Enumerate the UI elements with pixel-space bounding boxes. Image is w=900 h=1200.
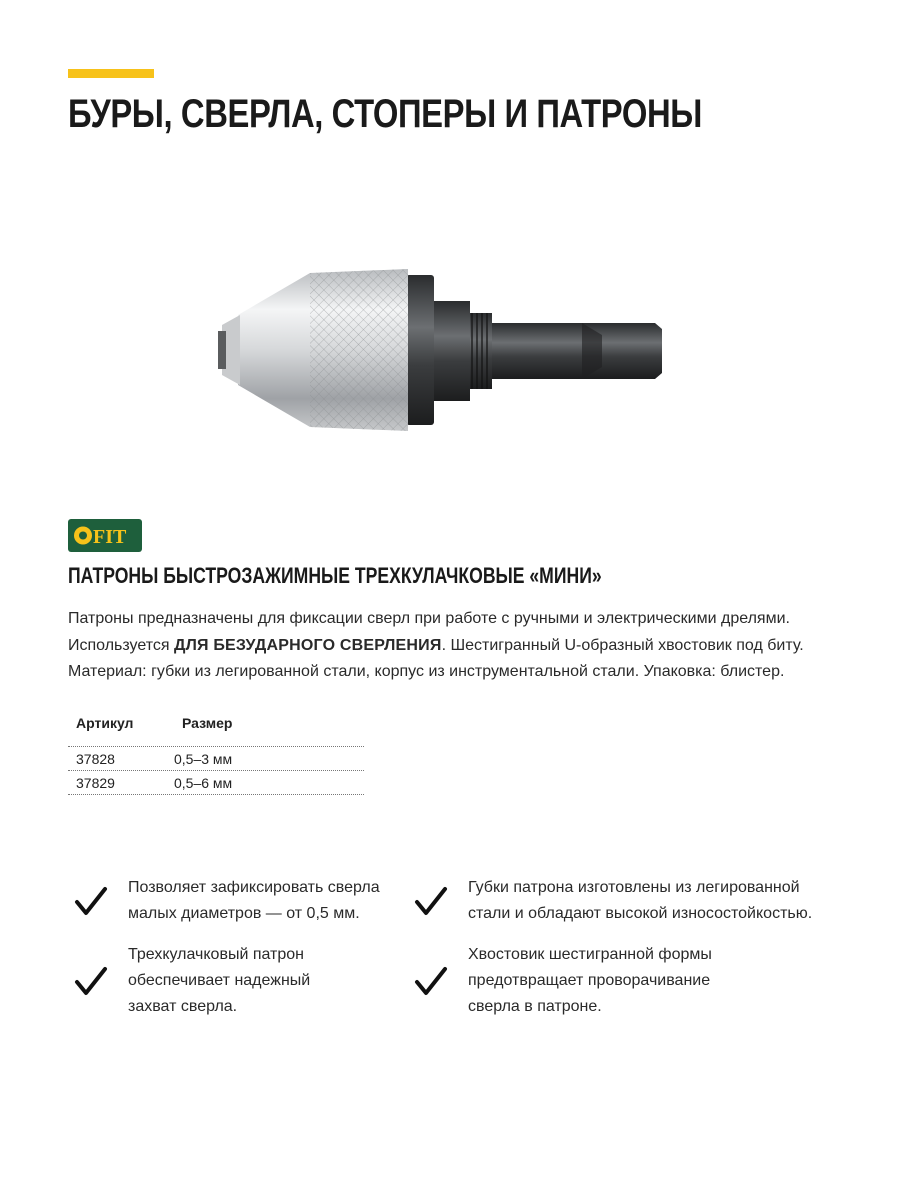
benefit-item (414, 942, 854, 1020)
logo-text: FIT (93, 526, 127, 548)
table-divider (68, 746, 364, 747)
benefit-item (74, 942, 414, 1020)
table-row (68, 748, 364, 771)
fit-brand-logo (68, 519, 142, 552)
table-row (68, 772, 364, 795)
check-icon (74, 884, 108, 918)
size-cell: 0,5–3 мм (174, 751, 233, 767)
description-line-2-end: . Шестигранный U-образный хвостовик под биту. (441, 636, 804, 654)
page-title: БУРЫ, СВЕРЛА, СТОПЕРЫ И ПАТРОНЫ (68, 92, 702, 136)
spec-table-header (68, 711, 364, 735)
column-header-article: Артикул (76, 715, 134, 731)
accent-bar (68, 69, 154, 78)
description-line-3: Материал: губки из легированной стали, корпус из инструментальной стали. Упаковка: блистер. (68, 663, 785, 680)
product-title: ПАТРОНЫ БЫСТРОЗАЖИМНЫЕ ТРЕХКУЛАЧКОВЫЕ «МИНИ» (68, 563, 602, 588)
column-header-size: Размер (182, 715, 233, 731)
benefit-item (414, 875, 854, 927)
benefit-item (74, 875, 414, 927)
benefit-text: Трехкулачковый патрон обеспечивает надежный захват сверла. (128, 946, 311, 1015)
article-cell: 37829 (76, 775, 115, 791)
check-icon (414, 964, 448, 998)
benefit-text: Позволяет зафиксировать сверла малых диаметров — от 0,5 мм. (128, 879, 380, 922)
check-icon (414, 884, 448, 918)
description-line-1: Патроны предназначены для фиксации сверл при работе с ручными и электрическими дрелями. (68, 610, 790, 627)
description-line-2-start: Используется (68, 636, 174, 654)
description-emphasis: ДЛЯ БЕЗУДАРНОГО СВЕРЛЕНИЯ (173, 636, 442, 654)
description-line-2 (68, 633, 868, 660)
benefit-text: Хвостовик шестигранной формы предотвращает проворачивание сверла в патроне. (468, 946, 712, 1015)
product-description (68, 606, 868, 686)
size-cell: 0,5–6 мм (174, 775, 233, 791)
check-icon (74, 964, 108, 998)
chuck-product-image (210, 255, 700, 445)
benefit-text: Губки патрона изготовлены из легированной стали и обладают высокой износостойкостью. (468, 879, 813, 922)
spec-table (68, 711, 364, 795)
article-cell: 37828 (76, 751, 115, 767)
